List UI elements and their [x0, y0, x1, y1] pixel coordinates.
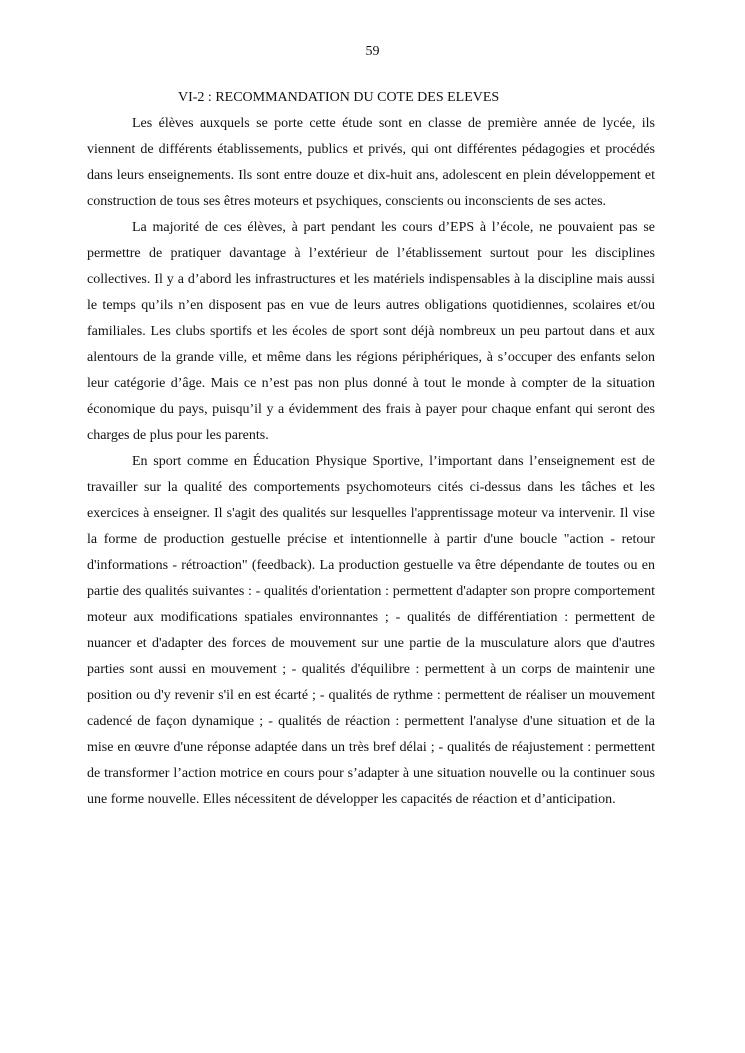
body-text — [87, 111, 655, 813]
paragraph-motor-qualities: En sport comme en Éducation Physique Sportive, l’important dans l’enseignement est de travailler sur la qualité des comportements psychomoteurs cités ci-dessus dans les tâches et les exercices à enseigner. Il s'agit des qualités sur lesquelles l'apprentissage moteur va intervenir. Il vise la forme de production gestuelle précise et intentionnelle à partir d'une boucle "action - retour d'informations - rétroaction" (feedback). La production gestuelle va être dépendante de toutes ou en partie des qualités suivantes : - qualités d'orientation : permettent d'adapter son propre comportement moteur aux modifications spatiales environnantes ; - qualités de différentiation : permettent de nuancer et d'adapter des forces de mouvement sur une partie de la musculature alors que d'autres parties sont aussi en mouvement ; - qualités d'équilibre : permettent à un corps de maintenir une position ou d'y revenir s'il en est écarté ; - qualités de rythme : permettent de réaliser un mouvement cadencé de façon dynamique ; - qualités de réaction : permettent l'analyse d'une situation et de la mise en œuvre d'une réponse adaptée dans un très bref délai ; - qualités de réajustement : permettent de transformer l’action motrice en cours pour s’adapter à une situation nouvelle ou la continuer sous une forme nouvelle. Elles nécessitent de développer les capacités de réaction et d’anticipation. — [87, 454, 655, 807]
section-title: VI-2 : RECOMMANDATION DU COTE DES ELEVES — [178, 90, 500, 105]
page-number: 59 — [365, 44, 380, 59]
paragraph-students-profile: Les élèves auxquels se porte cette étude sont en classe de première année de lycée, ils viennent de différents établissements, publics et privés, qui ont différentes pédagogies et procédés dans leurs enseignements. Ils sont entre douze et dix-huit ans, adolescent en plein développement et construction de tous ses êtres moteurs et psychiques, conscients ou inconscients de ses actes. — [87, 116, 655, 209]
paragraph-practice-constraints: La majorité de ces élèves, à part pendant les cours d’EPS à l’école, ne pouvaient pas se permettre de pratiquer davantage à l’extérieur de l’établissement surtout pour les disciplines collectives. Il y a d’abord les infrastructures et les matériels indispensables à la discipline mais aussi le temps qu’ils n’en disposent pas en vue de leurs autres obligations quotidiennes, scolaires et/ou familiales. Les clubs sportifs et les écoles de sport sont déjà nombreux un peu partout dans et aux alentours de la grande ville, et même dans les régions périphériques, à s’occuper des enfants selon leur catégorie d’âge. Mais ce n’est pas non plus donné à tout le monde à compter de la situation économique du pays, puisqu’il y a évidemment des frais à payer pour chaque enfant qui seront des charges de plus pour les parents. — [87, 220, 655, 443]
